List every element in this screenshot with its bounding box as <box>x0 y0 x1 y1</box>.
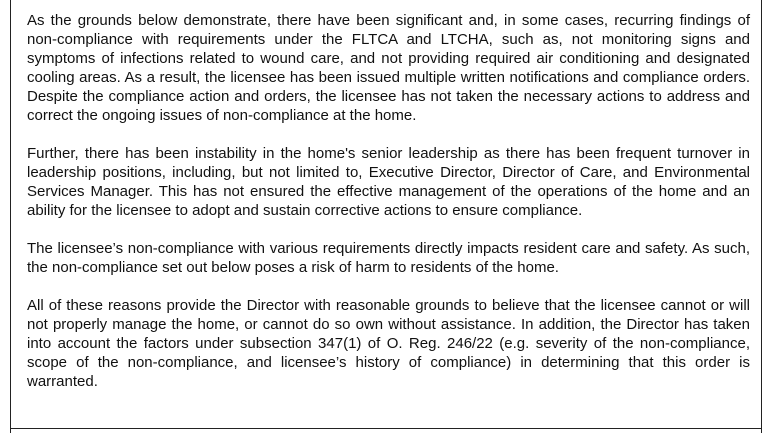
paragraph-grounds: As the grounds below demonstrate, there have been significant and, in some cases, recurring findings of non-compliance with requirements under the FLTCA and LTCHA, such as, not monitoring signs and symptoms of infections related to wound care, and not providing required air conditioning and designated cooling areas. As a result, the licensee has been issued multiple written notifications and compliance orders. Despite the compliance action and orders, the licensee has not taken the necessary actions to address and correct the ongoing issues of non-compliance at the home. <box>27 12 750 124</box>
box-border-bottom <box>10 428 762 429</box>
document-body <box>27 11 750 410</box>
box-border-right <box>761 0 762 433</box>
box-border-left <box>10 0 11 433</box>
paragraph-risk-of-harm: The licensee’s non-compliance with various requirements directly impacts resident care and safety. As such, the non-compliance set out below poses a risk of harm to residents of the home. <box>27 240 750 276</box>
paragraph-leadership-instability: Further, there has been instability in the home's senior leadership as there has been frequent turnover in leadership positions, including, but not limited to, Executive Director, Director of Care, and Environmental Services Manager. This has not ensured the effective management of the operations of the home and an ability for the licensee to adopt and sustain corrective actions to ensure compliance. <box>27 145 750 219</box>
paragraph-director-reasons: All of these reasons provide the Director with reasonable grounds to believe that the licensee cannot or will not properly manage the home, or cannot do so own without assistance. In addition, the Director has taken into account the factors under subsection 347(1) of O. Reg. 246/22 (e.g. severity of the non-compliance, scope of the non-compliance, and licensee’s history of compliance) in determining that this order is warranted. <box>27 297 750 390</box>
